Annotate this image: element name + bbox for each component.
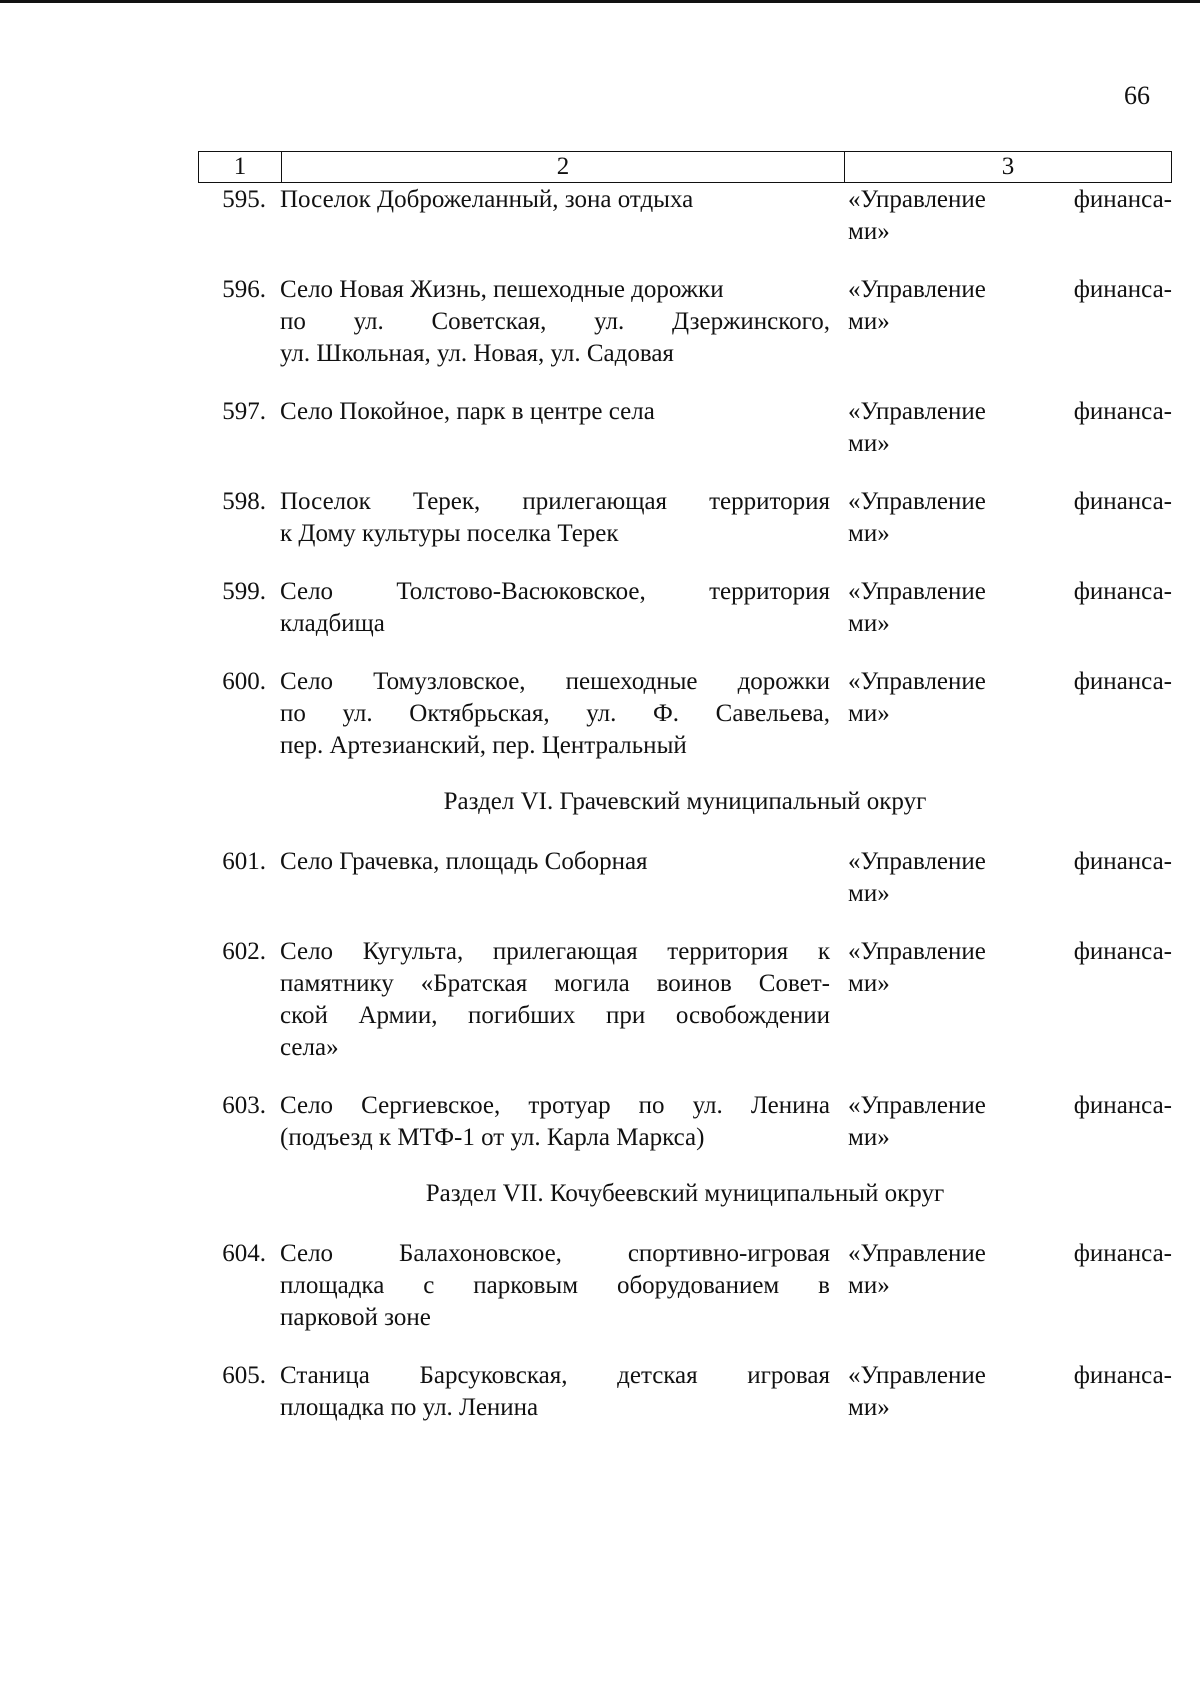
resp-part1: «Управление [848,848,986,875]
page-number: 66 [1124,81,1150,110]
resp-part1: «Управление [848,668,986,695]
row-name-line: села» [280,1034,339,1061]
row-number: 602. [222,938,266,965]
resp-part3: ми» [848,1272,890,1299]
resp-part1: «Управление [848,578,986,605]
row-name-line: Село Сергиевское, тротуар по ул. Ленина [280,1092,830,1119]
row-name-line: Поселок Доброжеланный, зона отдыха [280,186,694,213]
table-row [198,666,1172,762]
resp-part2: финанса- [1073,848,1172,875]
row-name [276,396,842,460]
row-number: 596. [222,276,266,303]
row-name-line: по ул. Советская, ул. Дзержинского, [280,308,830,335]
row-number: 605. [222,1362,266,1389]
row-number: 598. [222,488,266,515]
row-name-line: Станица Барсуковская, детская игровая [280,1362,830,1389]
row-responsible [842,396,1172,460]
resp-part1: «Управление [848,488,986,515]
row-responsible [842,1360,1172,1424]
resp-part1: «Управление [848,186,986,213]
resp-part2: финанса- [1073,668,1172,695]
row-number: 604. [222,1240,266,1267]
resp-part1: «Управление [848,276,986,303]
row-name-line: ской Армии, погибших при освобождении [280,1002,830,1029]
table-row [198,936,1172,1064]
resp-part3: ми» [848,308,890,335]
row-name [276,576,842,640]
row-number: 600. [222,668,266,695]
row-name-line: кладбища [280,610,385,637]
row-responsible [842,486,1172,550]
row-name [276,936,842,1064]
section-heading: Раздел VII. Кочубеевский муниципальный округ [425,1180,945,1207]
row-name-line: Поселок Терек, прилегающая территория [280,488,830,515]
row-name-line: памятнику «Братская могила воинов Совет- [280,970,830,997]
row-name-line: Село Балахоновское, спортивно-игровая [280,1240,830,1267]
resp-part1: «Управление [848,1092,986,1119]
table-row [198,846,1172,910]
section-heading: Раздел VI. Грачевский муниципальный округ [443,788,927,815]
table-row [198,1238,1172,1334]
row-responsible [842,936,1172,1064]
row-name-line: пер. Артезианский, пер. Центральный [280,732,687,759]
resp-part2: финанса- [1073,398,1172,425]
header-col-2: 2 [282,152,845,182]
resp-part2: финанса- [1073,1240,1172,1267]
resp-part1: «Управление [848,1362,986,1389]
row-number: 595. [222,186,266,213]
row-number: 599. [222,578,266,605]
table-row [198,184,1172,248]
row-responsible [842,274,1172,370]
row-name-line: Село Томузловское, пешеходные дорожки [280,668,830,695]
row-name-line: Село Грачевка, площадь Соборная [280,848,648,875]
row-name [276,184,842,248]
row-name [276,274,842,370]
row-name-line: (подъезд к МТФ-1 от ул. Карла Маркса) [280,1124,705,1151]
row-name-line: площадка с парковым оборудованием в [280,1272,830,1299]
row-responsible [842,666,1172,762]
row-name [276,1090,842,1154]
resp-part1: «Управление [848,398,986,425]
row-name-line: по ул. Октябрьская, ул. Ф. Савельева, [280,700,830,727]
row-number: 601. [222,848,266,875]
resp-part2: финанса- [1073,488,1172,515]
resp-part1: «Управление [848,938,986,965]
row-name-line: Село Толстово-Васюковское, территория [280,578,830,605]
header-col-3: 3 [1001,153,1015,180]
row-name-line: площадка по ул. Ленина [280,1394,539,1421]
resp-part3: ми» [848,700,890,727]
row-name [276,1360,842,1424]
resp-part3: ми» [848,880,890,907]
resp-part3: ми» [848,970,890,997]
table-row [198,486,1172,550]
table-body [198,184,1172,1424]
resp-part3: ми» [848,430,890,457]
table-row [198,1090,1172,1154]
resp-part3: ми» [848,1394,890,1421]
row-name-line: парковой зоне [280,1304,431,1331]
row-name [276,486,842,550]
resp-part2: финанса- [1073,1092,1172,1119]
row-responsible [842,1090,1172,1154]
resp-part2: финанса- [1073,578,1172,605]
resp-part2: финанса- [1073,276,1172,303]
row-name [276,846,842,910]
resp-part3: ми» [848,218,890,245]
top-rule [0,0,1200,3]
resp-part3: ми» [848,520,890,547]
row-name-line: ул. Школьная, ул. Новая, ул. Садовая [280,340,674,367]
row-name [276,1238,842,1334]
row-name-line: Село Покойное, парк в центре села [280,398,655,425]
resp-part2: финанса- [1073,938,1172,965]
table-row [198,576,1172,640]
resp-part1: «Управление [848,1240,986,1267]
row-name-line: к Дому культуры поселка Терек [280,520,619,547]
table-row [198,1360,1172,1424]
row-responsible [842,576,1172,640]
table-row [198,396,1172,460]
row-responsible [842,184,1172,248]
row-number: 597. [222,398,266,425]
resp-part3: ми» [848,1124,890,1151]
table-row [198,274,1172,370]
row-name-line: Село Новая Жизнь, пешеходные дорожки [280,276,724,303]
row-responsible [842,1238,1172,1334]
table-header [198,151,1172,183]
resp-part2: финанса- [1073,186,1172,213]
resp-part3: ми» [848,610,890,637]
row-name [276,666,842,762]
resp-part2: финанса- [1073,1362,1172,1389]
header-col-1: 1 [199,152,282,182]
row-responsible [842,846,1172,910]
row-name-line: Село Кугульта, прилегающая территория к [280,938,830,965]
row-number: 603. [222,1092,266,1119]
